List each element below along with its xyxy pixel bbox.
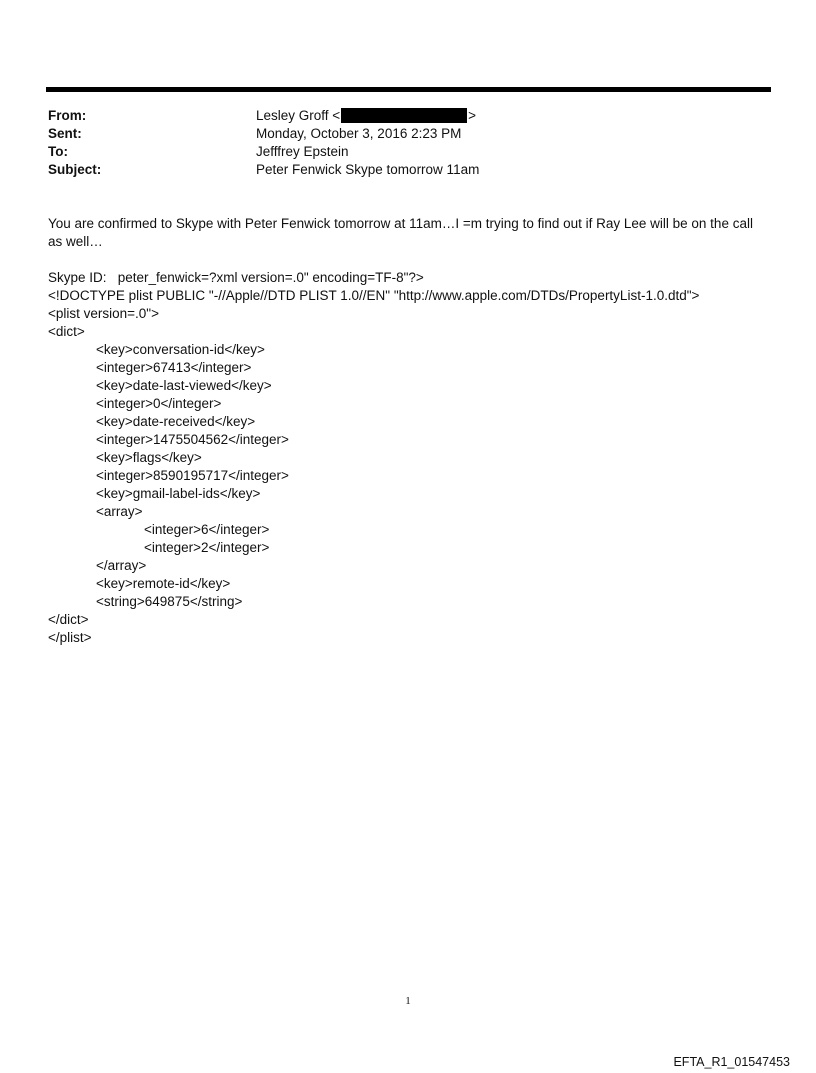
plist-close-line: </plist> (48, 630, 92, 645)
from-name: Lesley Groff < (256, 108, 341, 123)
from-row (48, 107, 768, 125)
plist-open-line: <plist version=.0"> (48, 306, 159, 321)
plist-array-open-line: <array> (96, 504, 143, 519)
dict-close-line: </dict> (48, 612, 89, 627)
message-line: as well… (48, 234, 103, 249)
paragraph-gap (48, 251, 768, 269)
to-label: To: (48, 144, 68, 159)
plist-key-line: <key>date-received</key> (96, 414, 256, 429)
subject-row (48, 161, 768, 179)
doctype-line: <!DOCTYPE plist PUBLIC "-//Apple//DTD PLIST 1.0//EN" "http://www.apple.com/DTDs/PropertyList-1.0.dtd"> (48, 288, 700, 303)
sent-label: Sent: (48, 126, 82, 141)
plist-key-line: <key>gmail-label-ids</key> (96, 486, 261, 501)
skype-id-line: Skype ID: peter_fenwick=?xml version=.0" encoding=TF-8"?> (48, 270, 424, 285)
plist-key-line: <key>date-last-viewed</key> (96, 378, 272, 393)
sent-value: Monday, October 3, 2016 2:23 PM (256, 126, 462, 141)
sent-row (48, 125, 768, 143)
to-value: Jefffrey Epstein (256, 144, 349, 159)
email-body (48, 215, 768, 647)
plist-value-line: <integer>1475504562</integer> (96, 432, 289, 447)
plist-array-item-line: <integer>2</integer> (144, 540, 270, 555)
from-label: From: (48, 108, 87, 123)
document-id: EFTA_R1_01547453 (673, 1055, 790, 1069)
plist-key-line: <key>remote-id</key> (96, 576, 231, 591)
plist-key-line: <key>flags</key> (96, 450, 202, 465)
message-line: You are confirmed to Skype with Peter Fenwick tomorrow at 11am…I =m trying to find out if Ray Lee will be on the call (48, 216, 753, 231)
plist-value-line: <integer>8590195717</integer> (96, 468, 289, 483)
subject-label: Subject: (48, 162, 102, 177)
subject-value: Peter Fenwick Skype tomorrow 11am (256, 162, 480, 177)
redaction-block (341, 108, 467, 123)
page-number: 1 (405, 995, 411, 1007)
header-divider-rule (46, 87, 771, 92)
plist-value-line: <integer>0</integer> (96, 396, 222, 411)
from-value (256, 107, 476, 125)
plist-value-line: <string>649875</string> (96, 594, 243, 609)
plist-array-close-line: </array> (96, 558, 147, 573)
email-header (48, 107, 768, 179)
to-row (48, 143, 768, 161)
dict-open-line: <dict> (48, 324, 85, 339)
plist-key-line: <key>conversation-id</key> (96, 342, 265, 357)
plist-value-line: <integer>67413</integer> (96, 360, 252, 375)
from-close-bracket: > (468, 108, 477, 123)
plist-array-item-line: <integer>6</integer> (144, 522, 270, 537)
